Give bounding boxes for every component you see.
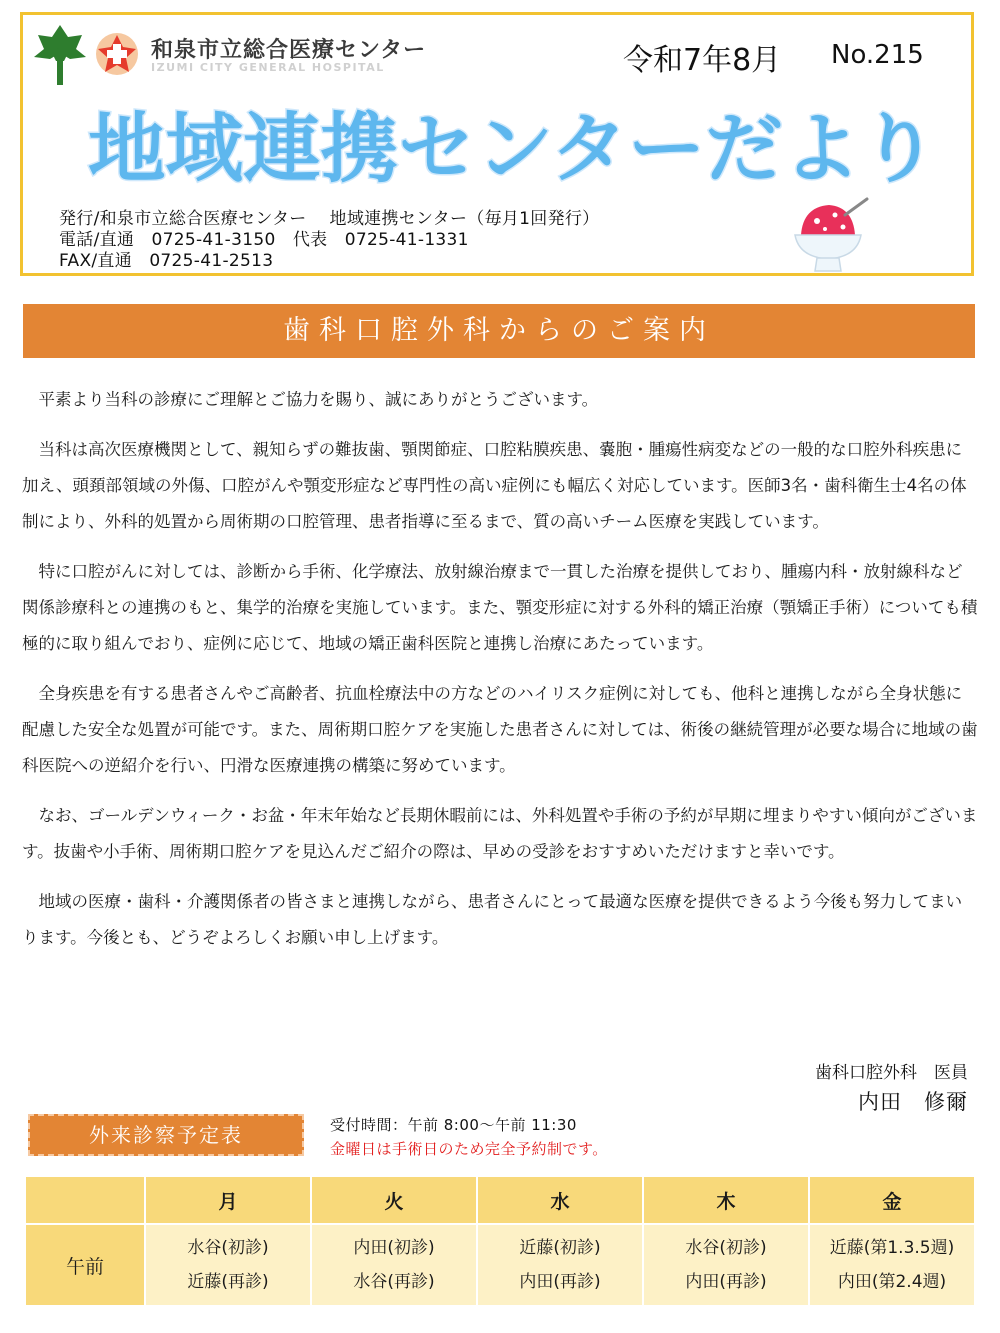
newsletter-header: [20, 12, 974, 276]
outpatient-schedule-table: [24, 1175, 976, 1307]
fax-line: FAX/直通 0725-41-2513: [59, 251, 274, 271]
paragraph-holiday-notice: なお、ゴールデンウィーク・お盆・年末年始など長期休暇前には、外科処置や手術の予約が早期に埋まりやすい傾向がございます。抜歯や小手術、周術期口腔ケアを見込んだご紹介の際は、早めの受診をおすすめいただけますと幸いです。: [22, 806, 978, 861]
hospital-logo-icon: [93, 30, 141, 78]
table-header-row: [25, 1176, 975, 1224]
paragraph-oral-cancer: 特に口腔がんに対しては、診断から手術、化学療法、放射線治療まで一貫した治療を提供しており、腫瘍内科・放射線科など関係診療科との連携のもと、集学的治療を実施しています。また、顎変形症に対する外科的矯正治療（顎矯正手術）についても積極的に取り組んでおり、症例に応じて、地域の矯正歯科医院と連携し治療にあたっています。: [22, 562, 978, 653]
signature-name: 内田 修爾: [858, 1090, 968, 1114]
doctor-entry: 内田(初診): [353, 1238, 435, 1258]
hospital-name: 和泉市立総合医療センター: [151, 38, 427, 63]
reception-hours: 受付時間：午前 8:00～午前 11:30: [330, 1116, 577, 1134]
shaved-ice-icon: [783, 195, 873, 277]
section-title-banner: 歯科口腔外科からのご案内: [23, 304, 975, 358]
paragraph-overview: 当科は高次医療機関として、親知らずの難抜歯、顎関節症、口腔粘膜疾患、嚢胞・腫瘍性病変などの一般的な口腔外科疾患に加え、頭頚部領域の外傷、口腔がんや顎変形症など専門性の高い症例にも幅広く対応しています。医師3名・歯科衛生士4名の体制により、外科的処置から周術期の口腔管理、患者指導に至るまで、質の高いチーム医療を実践しています。: [22, 440, 967, 531]
publisher-line: 発行/和泉市立総合医療センター 地域連携センター（毎月1回発行）: [59, 209, 600, 229]
day-header-thu: 木: [643, 1176, 809, 1224]
cell-mon: [145, 1224, 311, 1306]
doctor-entry: 水谷(再診): [353, 1272, 435, 1292]
doctor-entry: 近藤(第1.3.5週): [829, 1238, 955, 1258]
day-header-mon: 月: [145, 1176, 311, 1224]
day-header-fri: 金: [809, 1176, 975, 1224]
table-row: [25, 1224, 975, 1306]
cell-tue: [311, 1224, 477, 1306]
hospital-name-en: IZUMI CITY GENERAL HOSPITAL: [151, 61, 385, 74]
doctor-entry: 水谷(初診): [685, 1238, 767, 1258]
newsletter-title-text: 地域連携センターだより: [88, 104, 938, 193]
cell-fri: [809, 1224, 975, 1306]
doctor-entry: 内田(第2.4週): [837, 1272, 947, 1292]
cell-wed: [477, 1224, 643, 1306]
article-body: [22, 382, 978, 970]
signature-department: 歯科口腔外科 医員: [815, 1063, 968, 1083]
doctor-entry: 内田(再診): [519, 1272, 601, 1292]
doctor-entry: 水谷(初診): [187, 1238, 269, 1258]
row-label-morning: 午前: [25, 1224, 145, 1306]
day-header-wed: 水: [477, 1176, 643, 1224]
issue-date: 令和7年8月: [623, 43, 782, 78]
schedule-label: 外来診察予定表: [28, 1114, 304, 1156]
paragraph-closing: 地域の医療・歯科・介護関係者の皆さまと連携しながら、患者さんにとって最適な医療を提供できるよう今後も努力してまいります。今後とも、どうぞよろしくお願い申し上げます。: [22, 892, 963, 947]
issue-number: No.215: [831, 40, 924, 70]
cell-thu: [643, 1224, 809, 1306]
paragraph-greeting: 平素より当科の診療にご理解とご協力を賜り、誠にありがとうございます。: [38, 390, 599, 409]
doctor-entry: 近藤(再診): [187, 1272, 269, 1292]
phone-line: 電話/直通 0725-41-3150 代表 0725-41-1331: [59, 230, 469, 250]
doctor-entry: 内田(再診): [685, 1272, 767, 1292]
paragraph-high-risk: 全身疾患を有する患者さんやご高齢者、抗血栓療法中の方などのハイリスク症例に対しても、他科と連携しながら全身状態に配慮した安全な処置が可能です。また、周術期口腔ケアを実施した患者さんに対しては、術後の継続管理が必要な場合に地域の歯科医院への逆紹介を行い、円滑な医療連携の構築に努めています。: [22, 684, 978, 775]
day-header-tue: 火: [311, 1176, 477, 1224]
doctor-entry: 近藤(初診): [519, 1238, 601, 1258]
friday-note: 金曜日は手術日のため完全予約制です。: [330, 1140, 608, 1158]
city-emblem-icon: [32, 23, 88, 87]
table-corner-cell: [25, 1176, 145, 1224]
newsletter-title: [73, 93, 953, 193]
